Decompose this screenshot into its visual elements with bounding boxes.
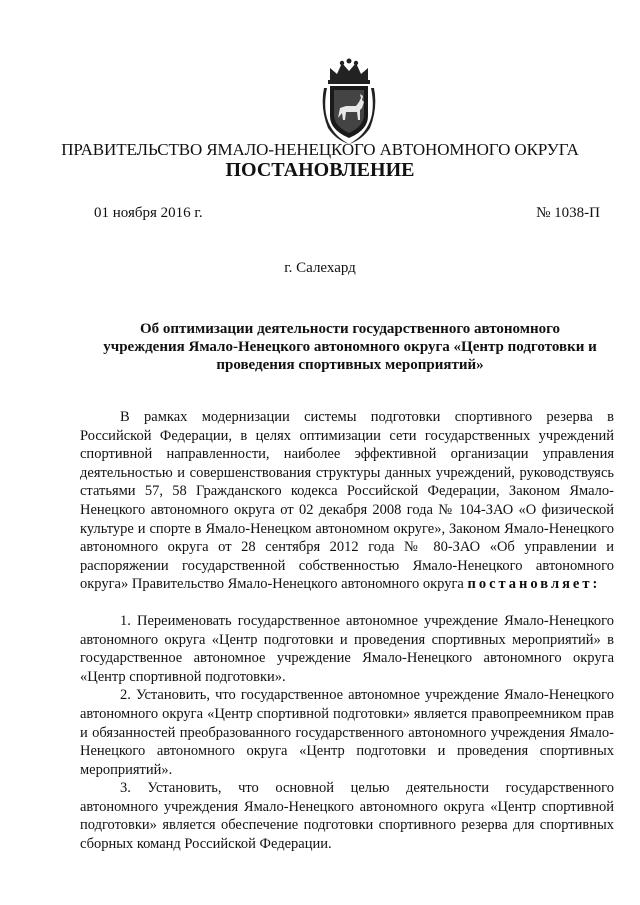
document-city: г. Салехард [284, 260, 356, 276]
document-date: 01 ноября 2016 г. [94, 205, 203, 221]
preamble-text: В рамках модернизации системы подготовки спортивного резерва в Российской Федерации, в целях оптимизации сети государственных учреждений спортивной направленности, наиболее эффективной организации управления деятельностью и совершенствования структуры данных учреждений, руководствуясь статьями 57, 58 Гражданского кодекса Российской Федерации, Законом Ямало-Ненецкого автономного округа от 02 декабря 2008 года № 104-ЗАО «О физической культуре и спорте в Ямало-Ненецком автономном округе», Законом Ямало-Ненецкого автономного округа от 28 сентября 2012 года № 80-ЗАО «Об управлении и распоряжении государственной собственностью Ямало-Ненецкого автономного округа» Правительство Ямало-Ненецкого автономного округа [80, 409, 614, 593]
preamble-resolution: постановляет: [467, 576, 601, 593]
document-body [80, 408, 614, 854]
document-subject: Об оптимизации деятельности государственного автономного учреждения Ямало-Ненецкого автономного округа «Центр подготовки и проведения спортивных мероприятий» [103, 321, 597, 373]
list-item: 3. Установить, что основной целью деятельности государственного автономного учреждения Ямало-Ненецкого автономного округа «Центр спортивной подготовки» является обеспечение подготовки спортивного резерва для спортивных сборных команд Российской Федерации. [80, 780, 614, 853]
document-number: № 1038-П [536, 205, 600, 221]
preamble-paragraph [80, 408, 614, 594]
list-item: 1. Переименовать государственное автономное учреждение Ямало-Ненецкого автономного округа «Центр подготовки и проведения спортивных мероприятий» в государственное автономное учреждение Ямало-Ненецкого автономного округа «Центр спортивной подготовки». [80, 612, 614, 685]
coat-of-arms-icon [316, 58, 382, 146]
document-type: ПОСТАНОВЛЕНИЕ [225, 159, 415, 181]
government-title: ПРАВИТЕЛЬСТВО ЯМАЛО-НЕНЕЦКОГО АВТОНОМНОГО ОКРУГА [61, 140, 579, 159]
list-item: 2. Установить, что государственное автономное учреждение Ямало-Ненецкого автономного округа «Центр спортивной подготовки» является правопреемником прав и обязанностей преобразованного государственного автономного учреждения Ямало-Ненецкого автономного округа «Центр подготовки и проведения спортивных мероприятий». [80, 687, 614, 778]
